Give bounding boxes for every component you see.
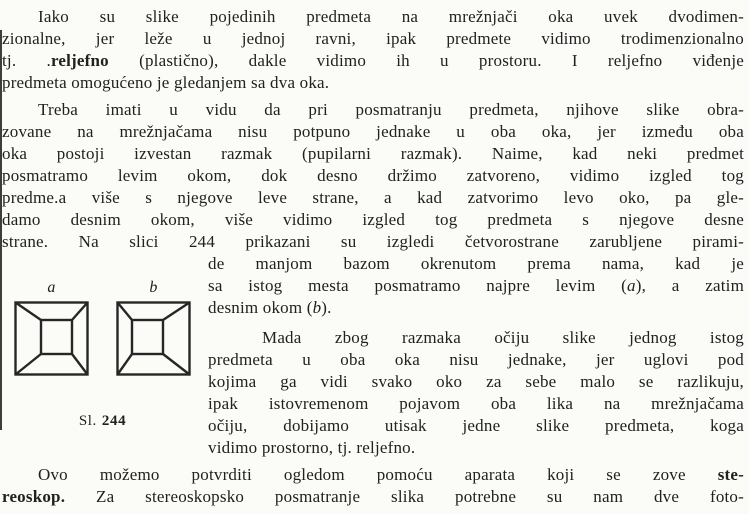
text-line (2, 121, 744, 143)
text-segment: vidimo prostorno, tj. reljefno. (208, 438, 416, 457)
truncated-pyramid-left-eye-view-icon (14, 301, 89, 376)
text-segment: Iako su slike pojedinih predmeta na mrežnjači oka uvek dvodimen- (38, 7, 744, 26)
bold-term-reljefno: reljefno (50, 51, 109, 70)
text-line (2, 209, 744, 231)
wrapped-text-column (208, 253, 744, 459)
text-line (208, 253, 744, 275)
scan-edge-artifact (0, 30, 2, 430)
text-segment: predmeta u oba oka nisu jednake, jer uglovi pod (208, 350, 744, 369)
text-segment: sa istog mesta posmatramo najpre levim ( (208, 276, 627, 295)
text-segment: tj. . (2, 51, 51, 70)
text-segment: desnim okom ( (208, 298, 313, 317)
text-line (2, 231, 744, 253)
text-segment: posmatramo levim okom, dok desno držimo zatvoreno, vidimo izgled tog (2, 166, 744, 185)
figure-text-row (2, 253, 744, 459)
italic-label-a: a (627, 276, 636, 295)
text-line (2, 72, 744, 94)
italic-label-b: b (312, 298, 322, 317)
text-line (2, 464, 744, 486)
bold-term-stereoskop-part1: ste- (717, 465, 744, 484)
text-segment: kojima ga vidi svako oko za sebe malo se razlikuju, (208, 372, 744, 391)
figure-labels (2, 279, 208, 299)
figure-caption (14, 410, 191, 432)
text-segment: ), a zatim (635, 276, 744, 295)
text-line (2, 187, 744, 209)
paragraph-intro (2, 6, 744, 94)
bold-term-stereoskop-part2: reoskop. (2, 487, 66, 506)
text-line (2, 28, 744, 50)
text-segment: (plastično), dakle vidimo ih u prostoru. I reljefno viđenje (108, 51, 744, 70)
text-segment: predmeta omogućeno je gledanjem sa dva oka. (2, 73, 330, 92)
text-segment: zovane na mrežnjačama nisu potpuno jednake u oba oka, jer između oba (2, 122, 744, 141)
paragraph-binocular (2, 99, 744, 253)
text-segment: Za stereoskopsko posmatranje slika potrebne su nam dve foto- (65, 487, 744, 506)
truncated-pyramid-right-eye-view-icon (116, 301, 191, 376)
text-segment: Mada zbog razmaka očiju slike jednog istog (262, 328, 744, 347)
text-line (2, 143, 744, 165)
paragraph-stereoscope (2, 464, 744, 508)
text-line (2, 99, 744, 121)
text-segment: predme.a više s njegove leve strane, a kad zatvorimo levo oko, pa gle- (2, 188, 744, 207)
text-segment: Ovo možemo potvrditi ogledom pomoću aparata koji se zove (38, 465, 718, 484)
text-segment: de manjom bazom okrenutom prema nama, kad je (208, 254, 744, 273)
text-line (2, 6, 744, 28)
figure-caption-prefix: Sl. (78, 413, 97, 429)
text-line (2, 486, 744, 508)
text-segment: ipak istovremenom pojavom oba lika na mrežnjačama (208, 394, 744, 413)
figure-label-b: b (149, 279, 158, 296)
text-line (2, 50, 744, 72)
text-line (208, 327, 744, 349)
text-line (208, 297, 744, 319)
text-segment: Treba imati u vidu da pri posmatranju predmeta, njihove slike obra- (38, 100, 744, 119)
paragraph-binocular-wrapped (208, 253, 744, 319)
text-line (208, 275, 744, 297)
text-line (208, 437, 744, 459)
figure-label-a: a (47, 279, 56, 296)
figure-caption-number: 244 (101, 413, 127, 429)
text-segment: očiju, dobijamo utisak jedne slike predmeta, koga (208, 416, 744, 435)
paragraph-fusion (208, 327, 744, 459)
text-line (2, 165, 744, 187)
figure-sl-244 (2, 279, 208, 459)
text-segment: ). (321, 298, 332, 317)
text-line (208, 393, 744, 415)
text-line (208, 371, 744, 393)
text-segment: zionalne, jer leže u jednoj ravni, ipak predmete vidimo trodimenzionalno (2, 29, 744, 48)
text-line (208, 415, 744, 437)
text-segment: damo desnim okom, više vidimo izgled tog predmeta s njegove desne (2, 210, 744, 229)
text-segment: strane. Na slici 244 prikazani su izgledi četvorostrane zarubljene pirami- (2, 232, 744, 251)
text-line (208, 349, 744, 371)
figure-drawings (2, 301, 208, 376)
text-segment: oka postoji izvestan razmak (pupilarni razmak). Naime, kad neki predmet (2, 144, 744, 163)
